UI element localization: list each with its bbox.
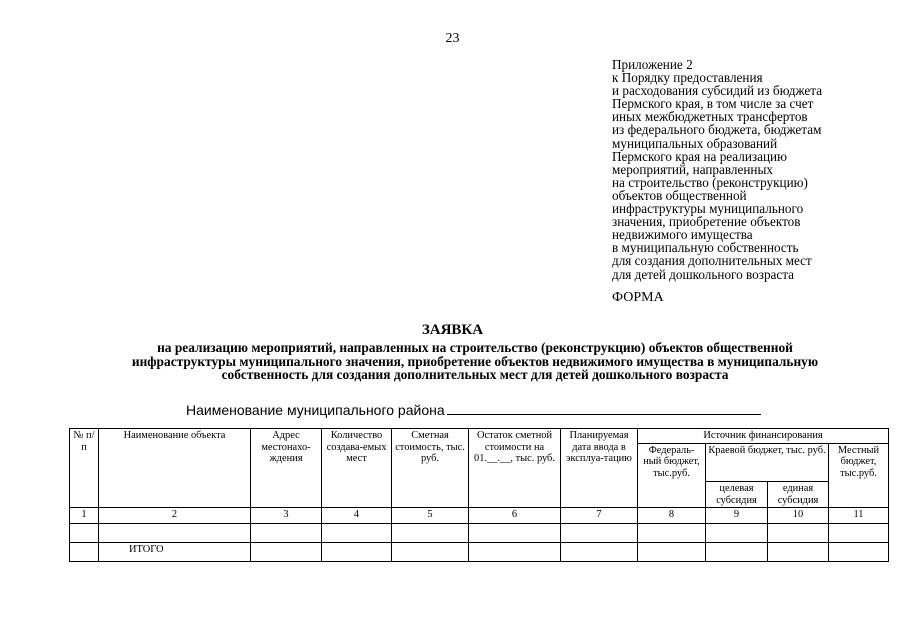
col-header-regional: Краевой бюджет, тыс. руб. [706,443,829,482]
table-cell [469,543,561,562]
appendix-line: объектов общественной [612,187,747,203]
table-cell [706,543,768,562]
subtitle-line: собственность для создания дополнительных мест для детей дошкольного возраста [221,367,729,382]
col-header-federal: Федераль-ный бюджет, тыс.руб. [638,443,706,508]
col-header-targeted-subsidy: целевая субсидия [706,482,768,508]
column-number-row [70,508,889,524]
appendix-line: недвижимого имущества [612,227,753,243]
table-cell [70,543,99,562]
appendix-line: значения, приобретение объектов [612,214,801,230]
col-header-no: № п/п [70,429,99,508]
table-cell [392,543,469,562]
document-subtitle [80,341,870,382]
document-title: ЗАЯВКА [421,322,484,338]
col-header-single-subsidy: единая субсидия [768,482,829,508]
appendix-line: Пермского края, в том числе за счет [612,96,814,112]
table-cell [561,524,638,543]
page-number: 23 [445,31,460,46]
column-number: 7 [561,508,638,524]
col-header-estimated-cost: Сметная стоимость, тыс. руб. [392,429,469,508]
appendix-line: мероприятий, направленных [612,161,773,177]
column-number: 6 [469,508,561,524]
district-blank-line [447,401,761,415]
appendix-block [612,58,902,281]
table-cell [70,524,99,543]
appendix-line: и расходования субсидий из бюджета [612,83,823,99]
col-header-places: Количество создава-емых мест [322,429,392,508]
table-cell [561,543,638,562]
table-cell [768,543,829,562]
col-header-local: Местный бюджет, тыс.руб. [829,443,889,508]
appendix-line: на строительство (реконструкцию) [612,174,808,190]
column-number: 8 [638,508,706,524]
column-number: 2 [99,508,251,524]
appendix-line: для детей дошкольного возраста [612,266,795,282]
district-label: Наименование муниципального района [186,402,445,418]
col-header-address: Адрес местонахо-ждения [251,429,322,508]
column-number: 10 [768,508,829,524]
col-header-planned-date: Планируемая дата ввода в эксплуа-тацию [561,429,638,508]
column-number: 3 [251,508,322,524]
table-cell [829,524,889,543]
appendix-line: Пермского края на реализацию [612,148,787,164]
appendix-line: в муниципальную собственность [612,240,799,256]
col-header-object-name: Наименование объекта [99,429,251,508]
col-header-funding-source: Источник финансирования [638,429,889,444]
column-number: 4 [322,508,392,524]
table-cell [251,524,322,543]
form-label: ФОРМА [612,290,664,305]
column-number: 5 [392,508,469,524]
column-number: 11 [829,508,889,524]
appendix-line: Приложение 2 [612,57,693,72]
column-number: 1 [70,508,99,524]
table-cell [322,524,392,543]
appendix-line: муниципальных образований [612,135,778,151]
col-header-remaining-cost: Остаток сметной стоимости на 01.__.__, тыс. руб. [469,429,561,508]
table-cell [469,524,561,543]
application-table [69,428,889,562]
appendix-line: к Порядку предоставления [612,70,763,86]
subtitle-line: на реализацию мероприятий, направленных на строительство (реконструкцию) объектов общественной [157,340,793,355]
column-number: 9 [706,508,768,524]
table-cell [99,524,251,543]
table-cell [392,524,469,543]
table-cell [638,524,706,543]
table-cell [251,543,322,562]
table-row [70,524,889,543]
appendix-line: из федерального бюджета, бюджетам [612,122,822,138]
table-cell [768,524,829,543]
table-cell [322,543,392,562]
appendix-line: инфраструктуры муниципального [612,201,804,217]
table-cell [638,543,706,562]
appendix-line: иных межбюджетных трансфертов [612,109,808,125]
total-label: ИТОГО [99,543,251,562]
district-field [186,401,761,418]
subtitle-line: инфраструктуры муниципального значения, приобретение объектов недвижимого имущества в муниципальную [131,353,819,369]
appendix-line: для создания дополнительных мест [612,253,812,269]
total-row [70,543,889,562]
table-cell [706,524,768,543]
table-cell [829,543,889,562]
